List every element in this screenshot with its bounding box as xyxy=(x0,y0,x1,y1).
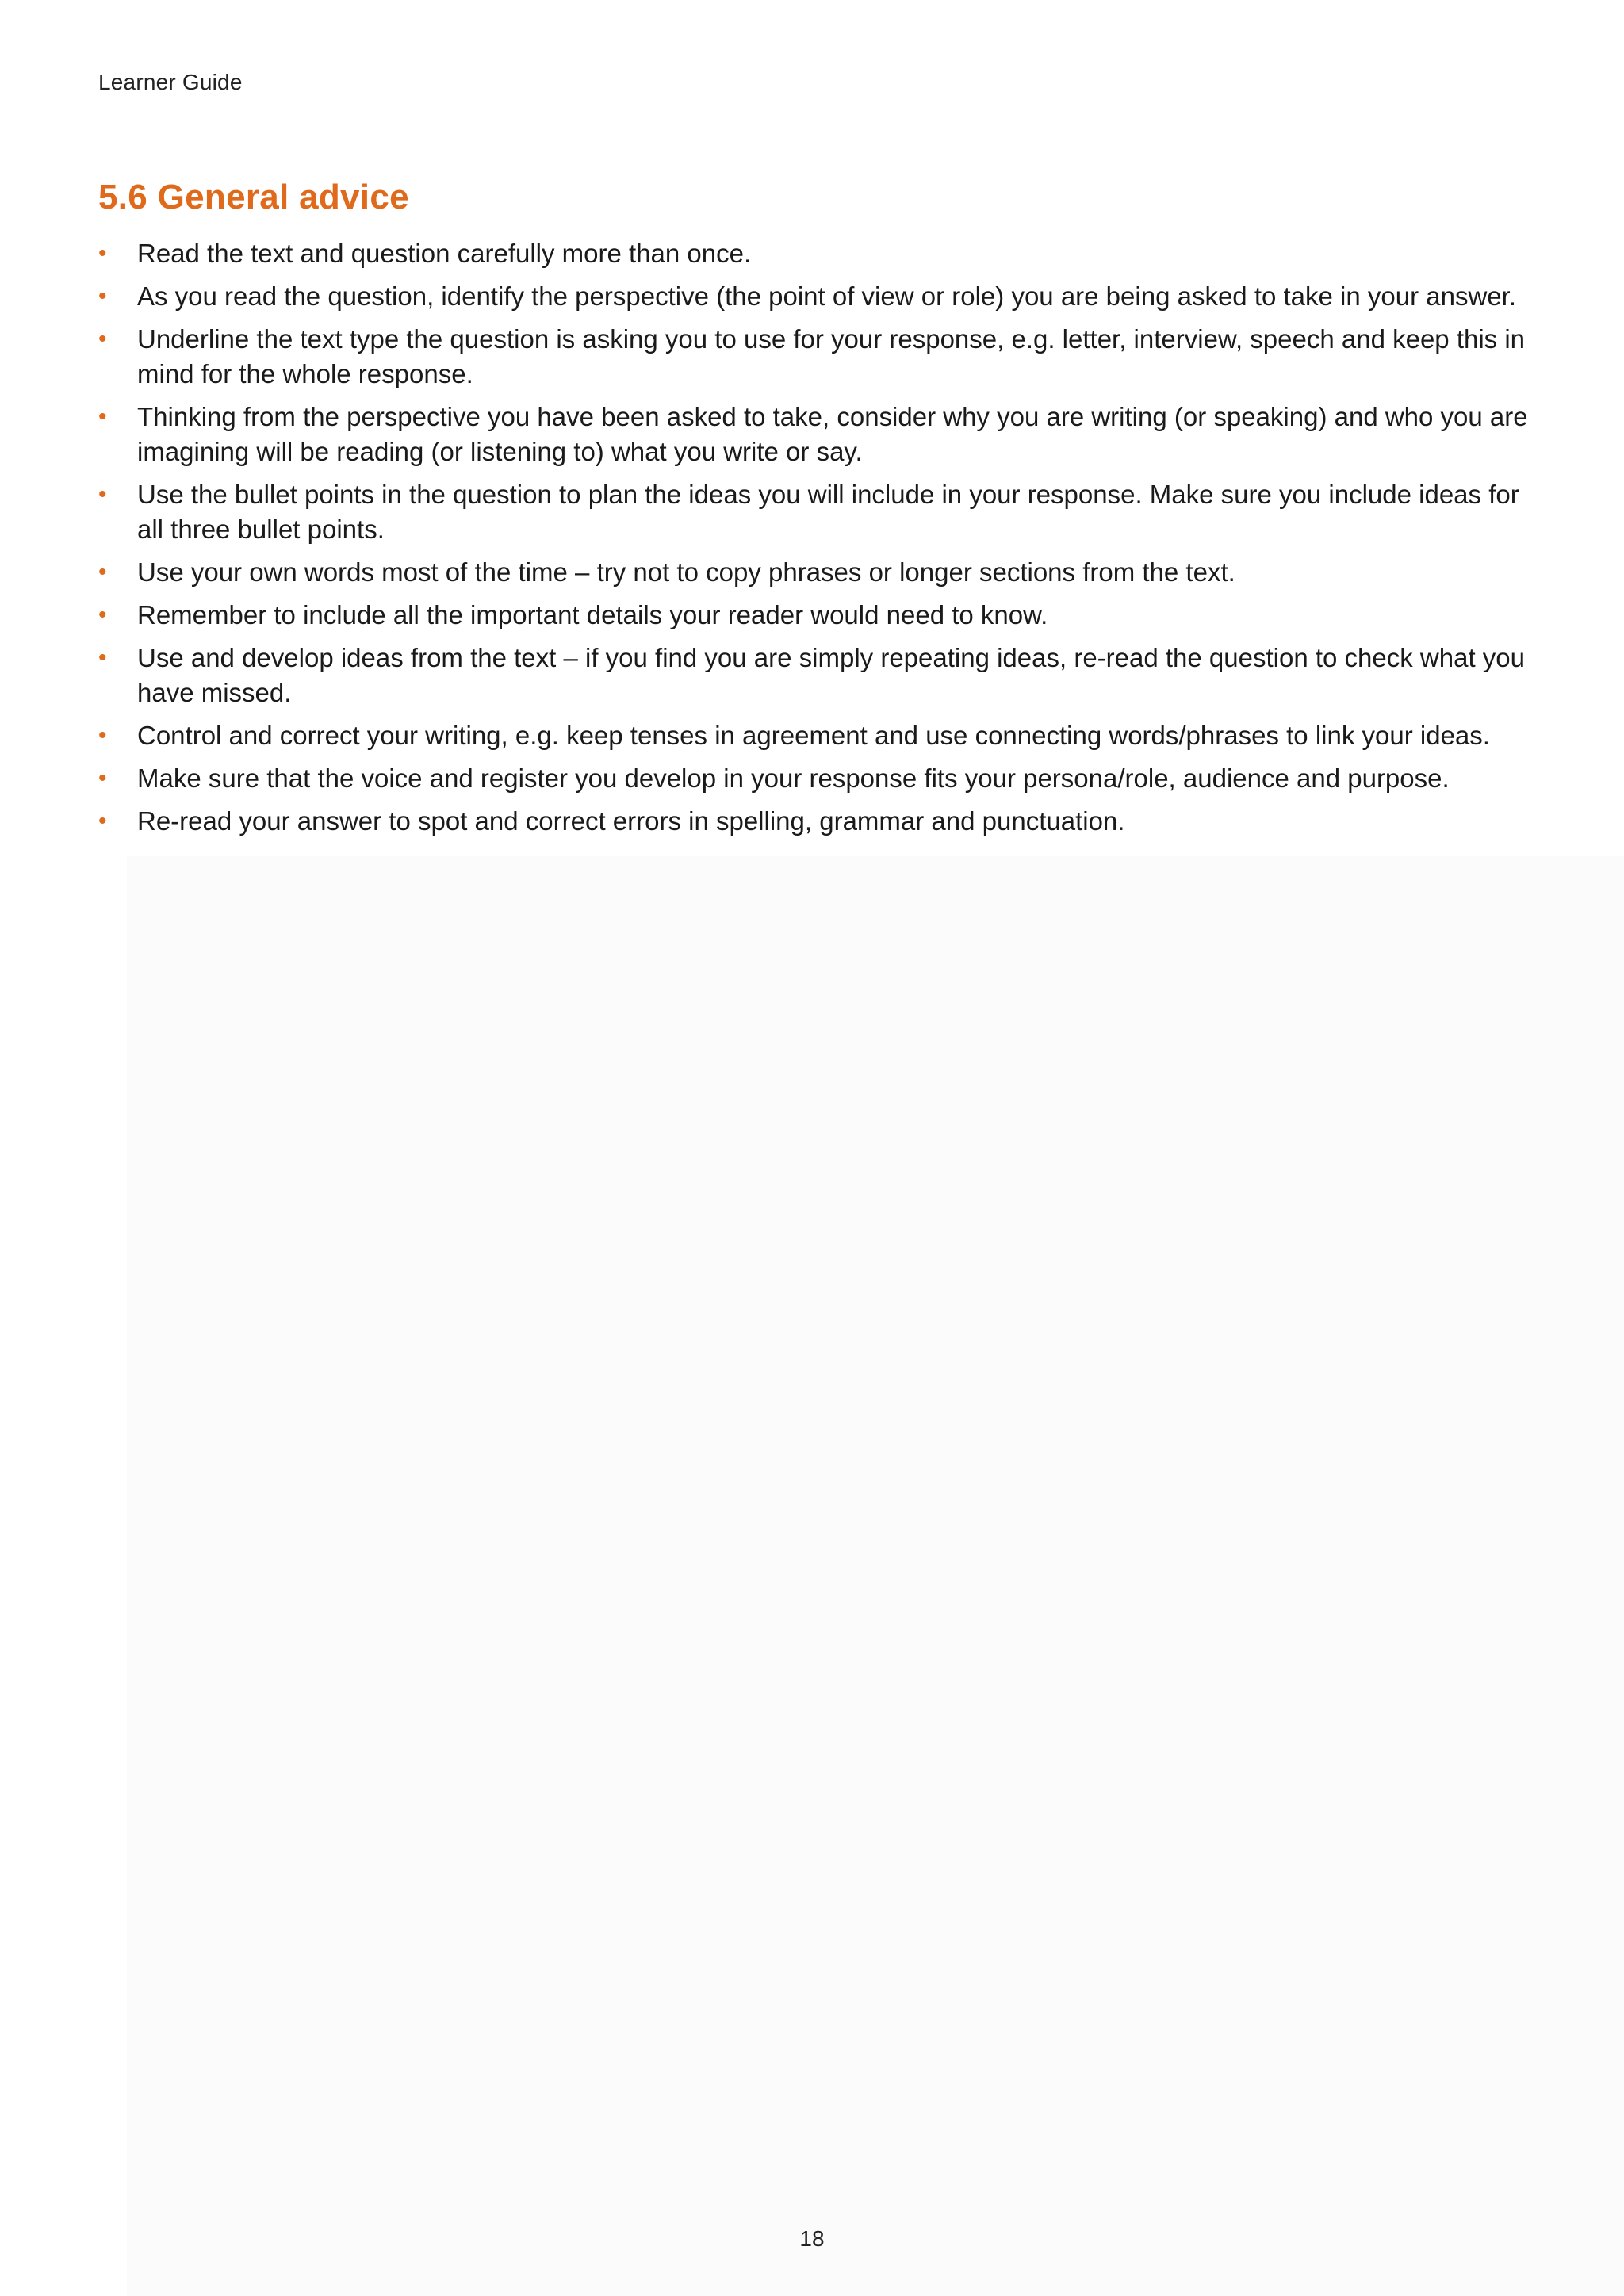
bullet-icon: • xyxy=(98,559,107,585)
section-title: 5.6 General advice xyxy=(98,178,409,216)
bullet-icon: • xyxy=(98,602,107,628)
bullet-icon: • xyxy=(98,765,107,791)
advice-text: Thinking from the perspective you have been asked to take, consider why you are writing (or speaking) and who you are imagining will be reading (or listening to) what you write or say. xyxy=(137,402,1528,466)
advice-text: Underline the text type the question is asking you to use for your response, e.g. letter, interview, speech and keep this in mind for the whole response. xyxy=(137,324,1526,388)
advice-item xyxy=(98,236,1542,271)
bullet-icon: • xyxy=(98,326,107,352)
advice-item xyxy=(98,598,1542,633)
advice-text: Use and develop ideas from the text – if you find you are simply repeating ideas, re-read the question to check what you have missed. xyxy=(137,643,1525,707)
advice-item xyxy=(98,322,1542,392)
advice-item xyxy=(98,279,1542,314)
advice-item xyxy=(98,477,1542,547)
advice-text: Re-read your answer to spot and correct errors in spelling, grammar and punctuation. xyxy=(137,806,1125,836)
advice-item xyxy=(98,761,1542,796)
advice-text: Remember to include all the important details your reader would need to know. xyxy=(137,600,1048,629)
advice-item xyxy=(98,804,1542,839)
bullet-icon: • xyxy=(98,283,107,309)
page-number: 18 xyxy=(799,2226,825,2251)
bullet-icon: • xyxy=(98,722,107,748)
advice-text: Make sure that the voice and register you develop in your response fits your persona/role, audience and purpose. xyxy=(137,763,1450,793)
bullet-icon: • xyxy=(98,240,107,266)
bullet-icon: • xyxy=(98,808,107,834)
advice-item xyxy=(98,641,1542,710)
advice-text: As you read the question, identify the perspective (the point of view or role) you are being asked to take in your answer. xyxy=(137,281,1516,311)
bullet-icon: • xyxy=(98,481,107,507)
bullet-icon: • xyxy=(98,645,107,671)
page-background-shade xyxy=(127,856,1624,2296)
advice-text: Control and correct your writing, e.g. keep tenses in agreement and use connecting words/phrases to link your ideas. xyxy=(137,721,1490,750)
bullet-icon: • xyxy=(98,404,107,430)
advice-text: Read the text and question carefully more than once. xyxy=(137,239,752,268)
advice-text: Use the bullet points in the question to plan the ideas you will include in your response. Make sure you include ideas for all three bullet points. xyxy=(137,480,1519,544)
running-header: Learner Guide xyxy=(98,70,243,94)
advice-text: Use your own words most of the time – try not to copy phrases or longer sections from the text. xyxy=(137,557,1235,587)
advice-item xyxy=(98,718,1542,753)
advice-list xyxy=(98,236,1542,847)
advice-item xyxy=(98,400,1542,469)
advice-item xyxy=(98,555,1542,590)
